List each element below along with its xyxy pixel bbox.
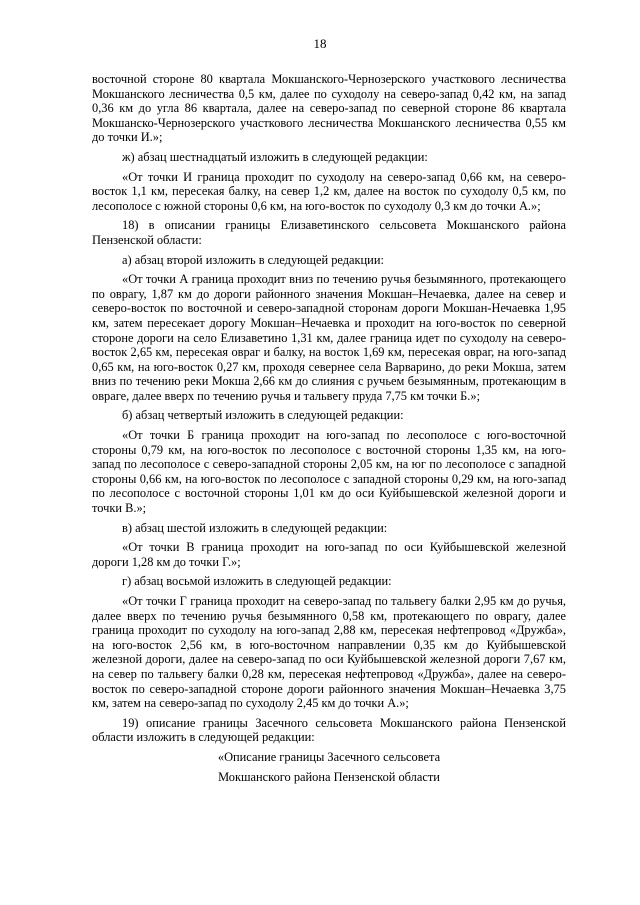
paragraph-item-zh: ж) абзац шестнадцатый изложить в следующей редакции:	[122, 149, 428, 164]
paragraph-quote-point-g: «От точки Г граница проходит на северо-запад по тальвегу балки 2,95 км до ручья, далее вверх по течению ручья безымянного 0,58 км, протекающего по оврагу, далее граница проходит по суходолу на юго-запад 2,88 км, пересекая нефтепровод «Дружба», на юго-восток 2,56 км, в юго-восточном направлении 0,35 км до Куйбышевской железной дороги, далее на северо-запад по оси Куйбышевской железной дороги 7,67 км, на север по тальвегу балки 0,28 км, пересекая нефтепровод «Дружба», далее на северо-восток по северо-западной стороне дороги районного значения Мокшан–Нечаевка 3,75 км, затем на северо-запад по суходолу 2,45 км до точки А.»;	[92, 594, 566, 711]
paragraph-quote-point-v: «От точки В граница проходит на юго-запад по оси Куйбышевской железной дороги 1,28 км до точки Г.»;	[92, 540, 566, 569]
page-number: 18	[313, 36, 327, 51]
paragraph-quote-point-b: «От точки Б граница проходит на юго-запад по лесополосе с юго-восточной стороны 0,79 км, на юго-восток по лесополосе с восточной стороны 1,35 км, на юго-запад по лесополосе с северо-западной стороны 2,05 км, на юг по лесополосе с западной стороны 0,66 км, на юго-восток по лесополосе с западной стороны 0,29 км, на юго-запад по лесополосе с восточной стороны 1,01 км до оси Куйбышевской железной дороги и точки В.»;	[92, 428, 566, 516]
paragraph-item-g: г) абзац восьмой изложить в следующей редакции:	[122, 574, 392, 589]
section-title-line-2: Мокшанского района Пензенской области	[218, 769, 440, 784]
paragraph-quote-point-i: «От точки И граница проходит по суходолу на северо-запад 0,66 км, на северо-восток 1,1 км, пересекая балку, на север 1,2 км, далее на восток по суходолу 0,5 км, по лесополосе с южной стороны 0,6 км, на юго-восток по суходолу 0,3 км до точки А.»;	[92, 169, 566, 213]
paragraph-item-v: в) абзац шестой изложить в следующей редакции:	[122, 520, 388, 535]
paragraph-item-19: 19) описание границы Засечного сельсовета Мокшанского района Пензенской области изложить в следующей редакции:	[92, 715, 566, 745]
paragraph-item-a: а) абзац второй изложить в следующей редакции:	[122, 252, 384, 267]
paragraph-item-b: б) абзац четвертый изложить в следующей редакции:	[122, 408, 404, 423]
paragraph-quote-point-a: «От точки А граница проходит вниз по течению ручья безымянного, протекающего по оврагу, 1,87 км до дороги районного значения Мокшан–Нечаевка, далее на север и северо-восток по восточной и северо-западной сторонам дороги Мокшан-Нечаевка 1,95 км, затем пересекает дорогу Мокшан–Нечаевка и проходит на юго-восток по северной стороне дороги на село Елизаветино 1,31 км, далее граница идет по суходолу на северо-восток 2,65 км, пересекая овраг и балку, на восток 1,69 км, пересекая овраг, на юго-запад 0,65 км, на юго-восток 0,27 км, проходя севернее села Варварино, до реки Мокша, затем вниз по течению реки Мокша 2,66 км до слияния с ручьем безымянным, протекающим в овраге, далее вверх по течению ручья и тальвегу пруда 7,75 км точки Б.»;	[92, 272, 566, 403]
section-title-line-1: «Описание границы Засечного сельсовета	[217, 749, 441, 764]
paragraph-item-18: 18) в описании границы Елизаветинского сельсовета Мокшанского района Пензенской области:	[92, 218, 566, 247]
document-body	[92, 72, 566, 789]
paragraph-continuation: восточной стороне 80 квартала Мокшанского-Чернозерского участкового лесничества Мокшанского лесничества 0,5 км, далее по суходолу на северо-запад 0,42 км, на запад 0,36 км до угла 86 квартала, далее на северо-запад по северной стороне 86 квартала Мокшанско-Чернозерского участкового лесничества Мокшанского лесничества 0,55 км до точки И.»;	[92, 72, 566, 145]
